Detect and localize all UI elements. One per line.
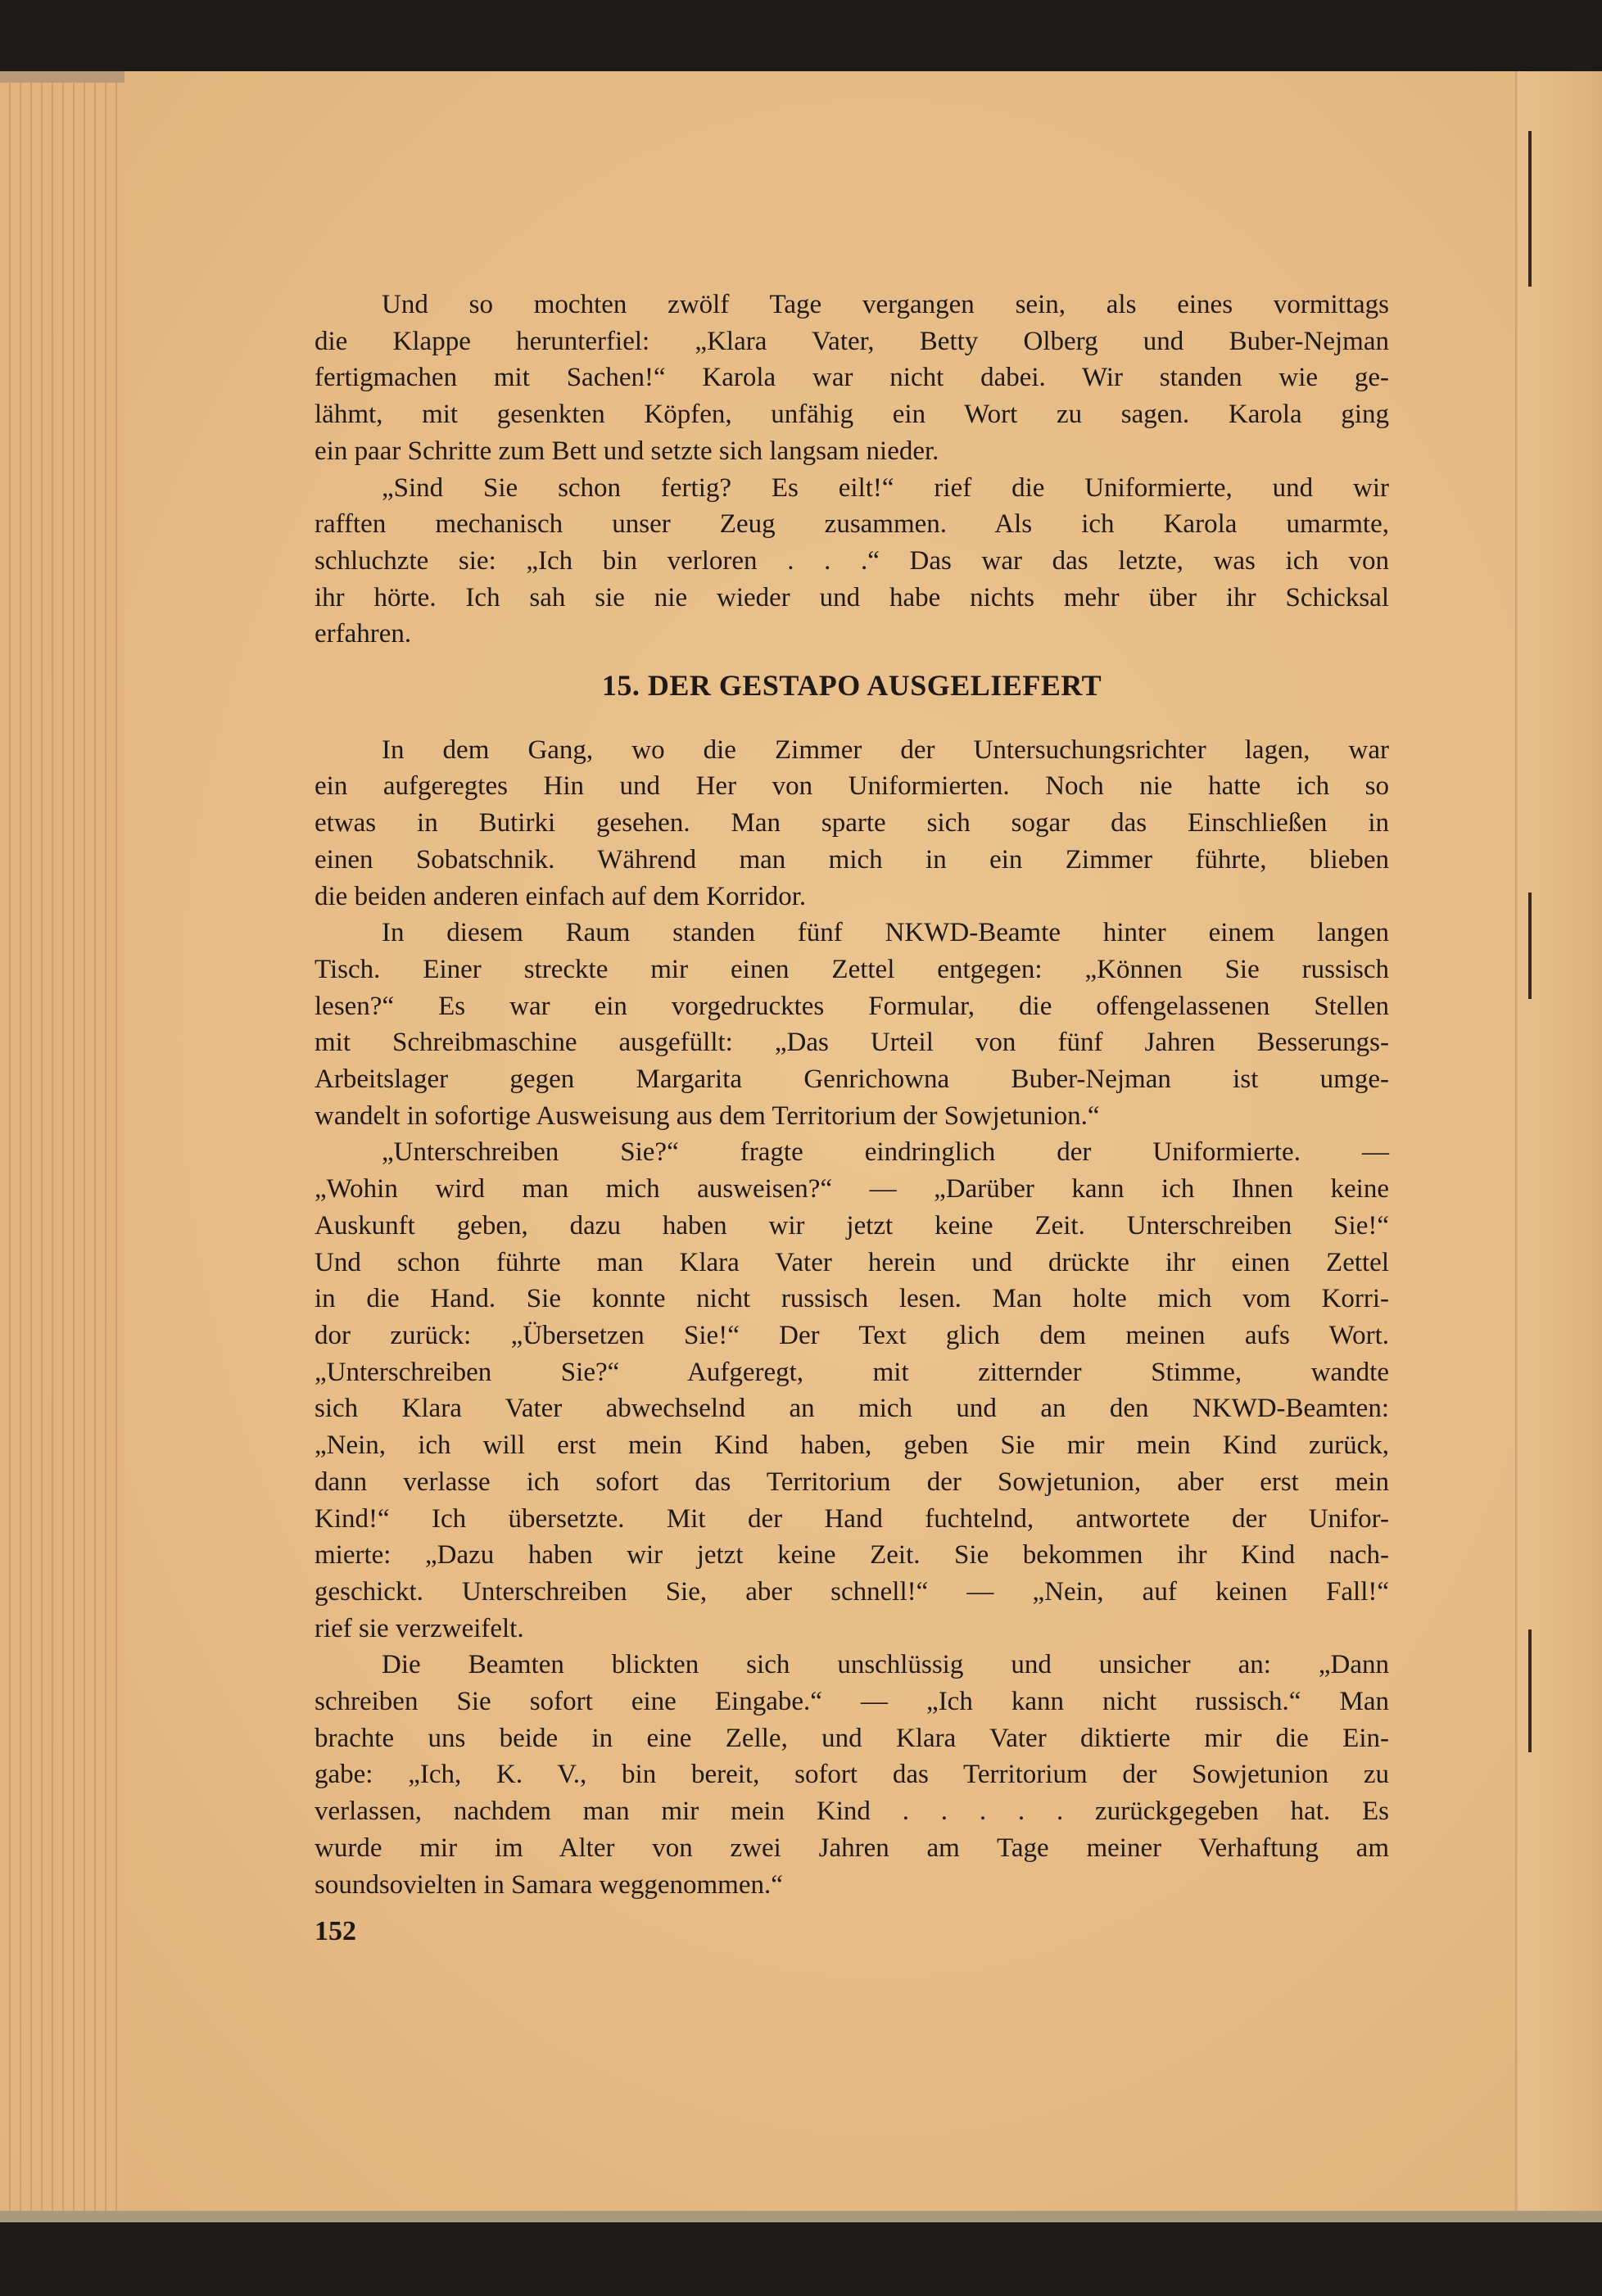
- binding-mark: [1528, 131, 1532, 287]
- page-text: [315, 287, 1389, 1903]
- text-line: ein paar Schritte zum Bett und setzte sich langsam nieder.: [315, 436, 939, 466]
- text-line: gabe: „Ich, K. V., bin bereit, sofort das Territorium der Sowjetunion zu: [315, 1760, 1389, 1790]
- text-line: Tisch. Einer streckte mir einen Zettel entgegen: „Können Sie russisch: [315, 954, 1389, 984]
- text-line: dor zurück: „Übersetzen Sie!“ Der Text glich dem meinen aufs Wort.: [315, 1320, 1389, 1350]
- text-line: „Unterschreiben Sie?“ fragte eindringlich der Uniformierte. —: [382, 1137, 1389, 1168]
- paragraph: [315, 1647, 1389, 1903]
- paragraph: [315, 915, 1389, 1134]
- text-line: rief sie verzweifelt.: [315, 1613, 524, 1643]
- text-line: Kind!“ Ich übersetzte. Mit der Hand fuchtelnd, antwortete der Unifor-: [315, 1503, 1389, 1534]
- text-line: fertigmachen mit Sachen!“ Karola war nicht dabei. Wir standen wie ge-: [315, 363, 1389, 393]
- text-line: Auskunft geben, dazu haben wir jetzt keine Zeit. Unterschreiben Sie!“: [315, 1210, 1389, 1241]
- page-edges-top: [0, 71, 124, 83]
- right-page-edge: [1518, 71, 1602, 2221]
- text-line: dann verlasse ich sofort das Territorium der Sowjetunion, aber erst mein: [315, 1467, 1389, 1497]
- book-cover-edge: [0, 2211, 1602, 2222]
- text-line: mierte: „Dazu haben wir jetzt keine Zeit. Sie bekommen ihr Kind nach-: [315, 1540, 1389, 1571]
- paragraphs-before-heading: [315, 287, 1389, 653]
- text-line: schreiben Sie sofort eine Eingabe.“ — „Ich kann nicht russisch.“ Man: [315, 1687, 1389, 1717]
- text-line: in die Hand. Sie konnte nicht russisch lesen. Man holte mich vom Korri-: [315, 1284, 1389, 1314]
- text-line: soundsovielten in Samara weggenommen.“: [315, 1869, 783, 1900]
- text-line: „Nein, ich will erst mein Kind haben, geben Sie mir mein Kind zurück,: [315, 1430, 1389, 1461]
- stacked-page-edges: [0, 71, 124, 2221]
- text-line: ihr hörte. Ich sah sie nie wieder und habe nichts mehr über ihr Schicksal: [315, 582, 1389, 612]
- paragraph: [315, 470, 1389, 653]
- text-line: etwas in Butirki gesehen. Man sparte sich sogar das Einschließen in: [315, 808, 1389, 838]
- text-line: verlassen, nachdem man mir mein Kind . . . . . zurückgegeben hat. Es: [315, 1797, 1389, 1827]
- text-line: In dem Gang, wo die Zimmer der Untersuchungsrichter lagen, war: [382, 734, 1389, 765]
- text-line: schluchzte sie: „Ich bin verloren . . .“ Das war das letzte, was ich von: [315, 545, 1389, 576]
- text-line: Die Beamten blickten sich unschlüssig und unsicher an: „Dann: [382, 1650, 1389, 1680]
- text-line: einen Sobatschnik. Während man mich in ein Zimmer führte, blieben: [315, 844, 1389, 875]
- text-line: brachte uns beide in eine Zelle, und Klara Vater diktierte mir die Ein-: [315, 1723, 1389, 1753]
- text-line: „Unterschreiben Sie?“ Aufgeregt, mit zitternder Stimme, wandte: [315, 1357, 1389, 1387]
- text-line: In diesem Raum standen fünf NKWD-Beamte hinter einem langen: [382, 918, 1389, 948]
- text-line: wandelt in sofortige Ausweisung aus dem Territorium der Sowjetunion.“: [315, 1101, 1100, 1131]
- page-number: 152: [315, 1916, 356, 1946]
- text-line: „Sind Sie schon fertig? Es eilt!“ rief die Uniformierte, und wir: [382, 472, 1389, 503]
- text-line: lähmt, mit gesenkten Köpfen, unfähig ein Wort zu sagen. Karola ging: [315, 400, 1389, 430]
- paragraph: [315, 732, 1389, 915]
- binding-mark: [1528, 893, 1532, 999]
- text-line: wurde mir im Alter von zwei Jahren am Tage meiner Verhaftung am: [315, 1833, 1389, 1863]
- text-line: geschickt. Unterschreiben Sie, aber schnell!“ — „Nein, auf keinen Fall!“: [315, 1576, 1389, 1607]
- chapter-heading: 15. DER GESTAPO AUSGELIEFERT: [601, 669, 1102, 703]
- paragraph: [315, 287, 1389, 470]
- paragraph: [315, 1134, 1389, 1647]
- text-line: Arbeitslager gegen Margarita Genrichowna Buber-Nejman ist umge-: [315, 1064, 1389, 1095]
- text-line: rafften mechanisch unser Zeug zusammen. Als ich Karola umarmte,: [315, 509, 1389, 540]
- binding-mark: [1528, 1629, 1532, 1752]
- text-line: erfahren.: [315, 619, 412, 649]
- paragraphs-after-heading: [315, 732, 1389, 1904]
- text-line: lesen?“ Es war ein vorgedrucktes Formular, die offengelassenen Stellen: [315, 991, 1389, 1021]
- text-line: Und schon führte man Klara Vater herein und drückte ihr einen Zettel: [315, 1247, 1389, 1277]
- text-line: die beiden anderen einfach auf dem Korridor.: [315, 881, 807, 911]
- text-line: ein aufgeregtes Hin und Her von Uniformierten. Noch nie hatte ich so: [315, 771, 1389, 802]
- text-line: „Wohin wird man mich ausweisen?“ — „Darüber kann ich Ihnen keine: [315, 1174, 1389, 1204]
- text-line: mit Schreibmaschine ausgefüllt: „Das Urteil von fünf Jahren Besserungs-: [315, 1028, 1389, 1058]
- text-line: sich Klara Vater abwechselnd an mich und an den NKWD-Beamten:: [315, 1394, 1389, 1424]
- text-line: Und so mochten zwölf Tage vergangen sein, als eines vormittags: [382, 290, 1389, 319]
- text-line: die Klappe herunterfiel: „Klara Vater, Betty Olberg und Buber-Nejman: [315, 326, 1389, 356]
